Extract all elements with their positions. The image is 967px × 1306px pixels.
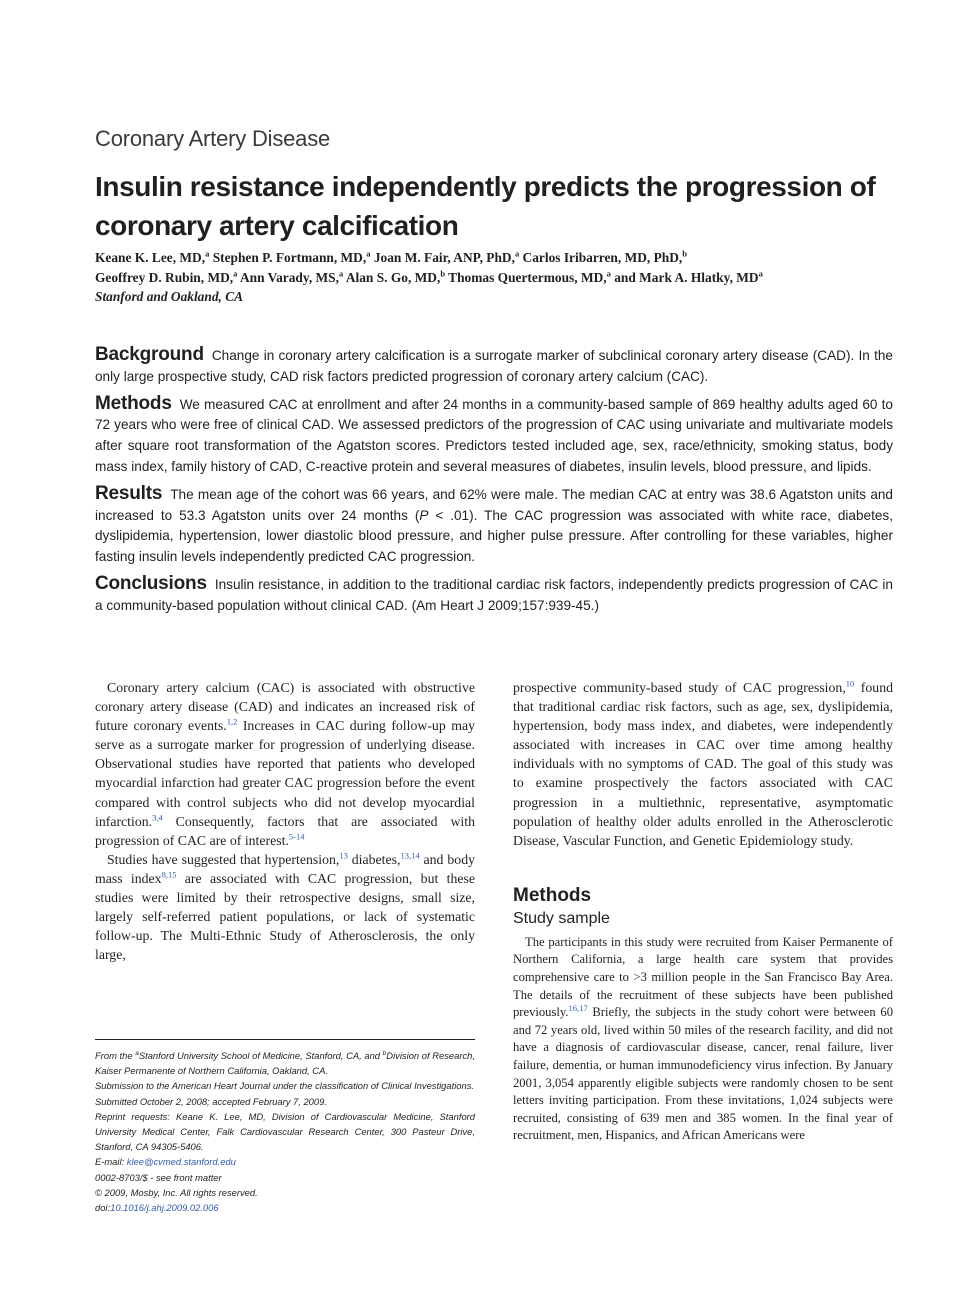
body-paragraph <box>513 934 893 1145</box>
affiliations-note <box>95 1048 475 1078</box>
citation-link[interactable]: 5-14 <box>288 831 305 842</box>
author-name: Stephen P. Fortmann, MD, <box>212 250 367 265</box>
abstract-text: < .01). The CAC progression was associated with white race, diabetes, dyslipidemia, hypertension, lower diastolic blood pressure, and higher pulse pressure. After controlling for these variables, higher fasting insulin levels independently predicted CAC progression. <box>95 507 893 565</box>
affiliation-mark: a <box>205 248 210 259</box>
doi-link[interactable]: 10.1016/j.ahj.2009.02.006 <box>110 1202 219 1214</box>
citation-link[interactable]: 16,17 <box>568 1003 588 1014</box>
body-column-right <box>513 678 893 1145</box>
author-name: and Mark A. Hlatky, MD <box>614 269 759 285</box>
doi-note <box>95 1200 475 1215</box>
author-line-2 <box>95 268 905 288</box>
email-link[interactable]: klee@cvmed.stanford.edu <box>126 1156 236 1168</box>
author-name: Alan S. Go, MD, <box>345 269 441 285</box>
affiliation-mark: b <box>682 248 687 259</box>
article-title: Insulin resistance independently predicts the progression of coronary artery calcification <box>95 171 876 241</box>
body-text: found that traditional cardiac risk factors, such as age, sex, dyslipidemia, hypertension, body mass index, and diabetes, were independently associated with increases in CAC over time among healthy individuals with no symptoms of CAD. The goal of this study was to examine prospectively the factors associated with CAC progression in a multiethnic, representative, asymptomatic population of healthy older adults enrolled in the Atherosclerotic Disease, Vascular Function, and Genetic Epidemiology study. <box>513 680 893 848</box>
body-text: Consequently, factors that are associated with progression of CAC are of interest. <box>95 813 475 848</box>
affiliation-mark: a <box>606 268 611 279</box>
body-column-left <box>95 678 475 964</box>
author-name: Thomas Quertermous, MD, <box>448 269 607 285</box>
abstract-heading: Conclusions <box>95 572 207 594</box>
study-sample-heading: Study sample <box>513 909 610 927</box>
affiliation-mark: a <box>758 268 763 279</box>
abstract-text: Insulin resistance, in addition to the traditional cardiac risk factors, independently predicts progression of CAC in a community-based population without clinical CAD. (Am Heart J 2009;157:939-45.) <box>95 576 893 613</box>
body-text: Coronary artery calcium (CAC) is associated with obstructive coronary artery disease (CAD) and indicates an increased risk of future coronary events. <box>95 680 475 734</box>
body-text: Increases in CAC during follow-up may serve as a surrogate marker for progression of underlying disease. Observational studies have reported that patients who developed myocardial infarction had greater CAC progression before the event compared with control subjects who did not develop myocardial infarction. <box>95 718 475 829</box>
affiliation-mark: a <box>233 268 238 279</box>
abstract <box>95 345 893 623</box>
citation-link[interactable]: 10 <box>845 678 855 689</box>
affiliation-mark: a <box>366 248 371 259</box>
body-text: diabetes, <box>347 851 401 867</box>
methods-heading: Methods <box>513 884 592 906</box>
reprint-note: Reprint requests: Keane K. Lee, MD, Division of Cardiovascular Medicine, Stanford University Medical Center, Falk Cardiovascular Research Center, 300 Pasteur Drive, Stanford, CA 94305-5406. <box>95 1110 475 1153</box>
body-text: Briefly, the subjects in the study cohort were between 60 and 72 years old, lived within 50 miles of the research facility, and did not have a diagnosis of cardiovascular disease, cancer, renal failure, liver failure, dementia, or human immunodeficiency virus infection. By January 2001, 3,054 apparently eligible subjects were randomly chosen to be sent letters inviting participation. From these invitations, 1,024 subjects were recruited, consisting of 639 men and 385 women. In the final year of recruitment, men, Hispanics, and African Americans were <box>513 1005 893 1143</box>
affiliation-mark: a <box>514 248 520 259</box>
author-name: Keane K. Lee, MD, <box>95 250 206 265</box>
abstract-background <box>95 345 893 388</box>
abstract-text: Change in coronary artery calcification is a surrogate marker of subclinical coronary artery disease (CAD). In the only large prospective study, CAD risk factors predicted progression of coronary artery calcium (CAC). <box>95 348 893 384</box>
citation-link[interactable]: 13,14 <box>400 850 420 861</box>
author-list <box>95 248 905 307</box>
affiliation-mark: b <box>382 1049 387 1057</box>
abstract-heading: Background <box>95 344 204 365</box>
footnote-text: Division of Research, Kaiser Permanente of Northern California, Oakland, CA. <box>95 1050 475 1077</box>
section-label: Coronary Artery Disease <box>95 126 331 151</box>
submission-note: Submission to the American Heart Journal under the classification of Clinical Investigations. <box>95 1080 475 1092</box>
abstract-text: The mean age of the cohort was 66 years, and 62% were male. The median CAC at entry was 38.6 Agatston units and increased to 53.3 Agatston units over 24 months ( <box>95 486 893 523</box>
body-text: Studies have suggested that hypertension, <box>107 851 340 867</box>
affiliation-mark: a <box>135 1049 139 1057</box>
citation-link[interactable]: 13 <box>339 850 348 861</box>
body-text: The participants in this study were recruited from Kaiser Permanente of Northern California, a large health care system that provides comprehensive care to >3 million people in the San Francisco Bay Area. The details of the recruitment of these subjects have been published previously. <box>513 934 893 1020</box>
author-line-1 <box>95 248 905 268</box>
abstract-conclusions <box>95 574 893 617</box>
body-text: and body mass index <box>95 851 475 886</box>
footnote-text: doi: <box>95 1202 111 1214</box>
citation-link[interactable]: 8,15 <box>161 869 177 880</box>
footnote-text: From the <box>95 1050 136 1061</box>
abstract-methods <box>95 394 893 478</box>
copyright-note: © 2009, Mosby, Inc. All rights reserved. <box>95 1186 258 1198</box>
affiliation-mark: b <box>440 268 446 279</box>
affiliation-mark: a <box>338 268 344 279</box>
author-name: Carlos Iribarren, MD, PhD, <box>522 250 683 265</box>
footnote-text: Stanford University School of Medicine, Stanford, CA, and <box>138 1050 383 1061</box>
dates-note: Submitted October 2, 2008; accepted February 7, 2009. <box>95 1095 327 1107</box>
body-text: prospective community-based study of CAC progression, <box>513 680 846 695</box>
footnotes <box>95 1039 475 1215</box>
p-value-symbol: P <box>419 507 429 523</box>
author-name: Ann Varady, MS, <box>239 269 339 285</box>
abstract-results <box>95 484 893 568</box>
abstract-heading: Results <box>95 482 163 504</box>
author-location: Stanford and Oakland, CA <box>95 289 244 304</box>
body-paragraph <box>95 678 475 850</box>
email-note <box>95 1154 475 1169</box>
footnote-text: E-mail: <box>95 1156 127 1168</box>
author-name: Joan M. Fair, ANP, PhD, <box>373 250 515 265</box>
author-name: Geoffrey D. Rubin, MD, <box>95 269 234 285</box>
issn-note: 0002-8703/$ - see front matter <box>95 1171 222 1183</box>
body-text: are associated with CAC progression, but these studies were limited by their retrospective designs, small size, largely self-referred patient populations, or lack of systematic follow-up. The Multi-Ethnic Study of Atherosclerosis, the only large, <box>95 870 475 963</box>
body-paragraph <box>95 850 475 965</box>
citation-link[interactable]: 1,2 <box>226 716 238 727</box>
body-paragraph <box>513 678 893 850</box>
citation-link[interactable]: 3,4 <box>152 812 163 823</box>
abstract-heading: Methods <box>95 392 172 414</box>
abstract-text: We measured CAC at enrollment and after 24 months in a community-based sample of 869 healthy adults aged 60 to 72 years who were free of clinical CAD. We assessed predictors of the progression of CAC using univariate and multivariate models after square root transformation of the Agatston scores. Predictors tested included age, sex, race/ethnicity, smoking status, body mass index, family history of CAD, C-reactive protein and several measures of diabetes, insulin levels, blood pressure, and lipids. <box>95 396 893 474</box>
